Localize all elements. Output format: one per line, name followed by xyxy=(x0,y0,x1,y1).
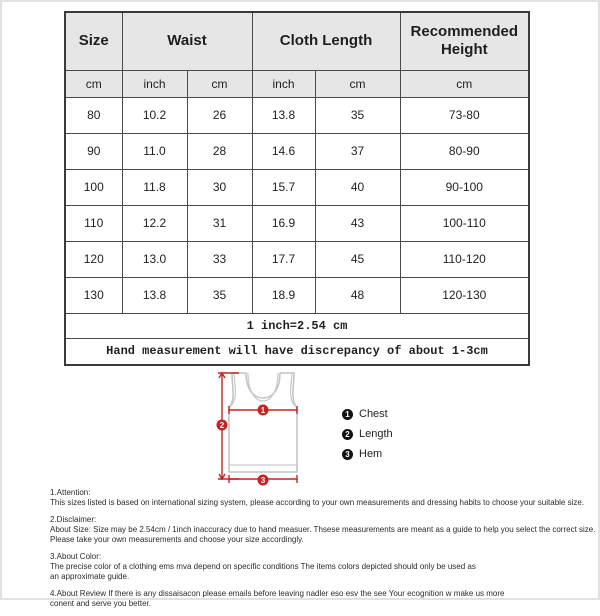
legend-number-1-icon: 1 xyxy=(342,409,353,420)
footnote-line: 2.Disclaimer: xyxy=(50,515,97,524)
height-cell: 100-110 xyxy=(400,205,529,241)
unit-waist-cm: cm xyxy=(187,70,252,97)
table-row xyxy=(65,97,529,133)
footnote-line: About Size: Size may be 2.54cm / 1inch inaccuracy due to hand measuer. Thsese measurements are meant as a guide to help you select the correct size. xyxy=(50,525,596,534)
size-cell: 120 xyxy=(65,241,122,277)
length-marker-number: 2 xyxy=(219,421,225,430)
table-row xyxy=(65,169,529,205)
size-cell: 130 xyxy=(65,277,122,313)
legend-item-hem xyxy=(342,444,393,464)
height-cell: 80-90 xyxy=(400,133,529,169)
unit-size-cm: cm xyxy=(65,70,122,97)
footnote-line: Please take your own measurements and choose your size accordingly. xyxy=(50,535,304,544)
legend-item-length xyxy=(342,424,393,444)
about-review-note xyxy=(50,589,590,609)
unit-height-cm: cm xyxy=(400,70,529,97)
cloth-cm-cell: 45 xyxy=(315,241,400,277)
cloth-cm-cell: 43 xyxy=(315,205,400,241)
hand-measurement-note: Hand measurement will have discrepancy of about 1-3cm xyxy=(65,338,529,365)
footnote-line: 4.About Review If there is any dissaisacon please emails before leaving nadler eso esv the see Your ecognition w make us more xyxy=(50,589,505,598)
waist-cm-cell: 26 xyxy=(187,97,252,133)
about-color-note xyxy=(50,552,590,582)
footnote-line: This sizes listed is based on international sizing system, please according to your own measurements and dressing habits to choose your suitable size. xyxy=(50,498,585,507)
legend-number-2-icon: 2 xyxy=(342,429,353,440)
table-row xyxy=(65,205,529,241)
waist-inch-cell: 11.0 xyxy=(122,133,187,169)
waist-cm-cell: 35 xyxy=(187,277,252,313)
hem-marker-number: 3 xyxy=(260,476,266,485)
size-table xyxy=(64,11,530,366)
cloth-inch-cell: 16.9 xyxy=(252,205,315,241)
legend-label-length: Length xyxy=(359,428,393,440)
waist-inch-cell: 10.2 xyxy=(122,97,187,133)
table-note-row xyxy=(65,338,529,365)
table-row xyxy=(65,133,529,169)
table-header-row xyxy=(65,12,529,70)
waist-cm-cell: 30 xyxy=(187,169,252,205)
col-header-size: Size xyxy=(65,12,122,70)
cloth-cm-cell: 48 xyxy=(315,277,400,313)
tank-top-diagram xyxy=(215,369,303,487)
cloth-cm-cell: 40 xyxy=(315,169,400,205)
cloth-inch-cell: 17.7 xyxy=(252,241,315,277)
waist-inch-cell: 12.2 xyxy=(122,205,187,241)
size-cell: 110 xyxy=(65,205,122,241)
cloth-inch-cell: 13.8 xyxy=(252,97,315,133)
legend-item-chest xyxy=(342,404,393,424)
waist-cm-cell: 28 xyxy=(187,133,252,169)
legend-label-chest: Chest xyxy=(359,408,388,420)
tank-top-outline xyxy=(229,373,297,472)
footnote-line: 1.Attention: xyxy=(50,488,91,497)
cloth-inch-cell: 15.7 xyxy=(252,169,315,205)
table-row xyxy=(65,277,529,313)
unit-cloth-inch: inch xyxy=(252,70,315,97)
footnote-line: an approximate guide. xyxy=(50,572,130,581)
cloth-inch-cell: 18.9 xyxy=(252,277,315,313)
inch-conversion-note: 1 inch=2.54 cm xyxy=(65,313,529,338)
size-cell: 100 xyxy=(65,169,122,205)
legend-number-3-icon: 3 xyxy=(342,449,353,460)
unit-waist-inch: inch xyxy=(122,70,187,97)
waist-cm-cell: 33 xyxy=(187,241,252,277)
unit-cloth-cm: cm xyxy=(315,70,400,97)
footnote-line: 3.About Color: xyxy=(50,552,102,561)
footnote-line: The precise color of a clothing ems mva depend on specific conditions The items colors depicted should only be used as xyxy=(50,562,476,571)
measurement-legend xyxy=(342,404,393,464)
height-cell: 120-130 xyxy=(400,277,529,313)
cloth-cm-cell: 35 xyxy=(315,97,400,133)
cloth-inch-cell: 14.6 xyxy=(252,133,315,169)
height-cell: 73-80 xyxy=(400,97,529,133)
height-cell: 90-100 xyxy=(400,169,529,205)
table-row xyxy=(65,241,529,277)
waist-inch-cell: 13.8 xyxy=(122,277,187,313)
size-cell: 80 xyxy=(65,97,122,133)
footnotes xyxy=(50,488,596,616)
disclaimer-note xyxy=(50,515,596,545)
waist-inch-cell: 13.0 xyxy=(122,241,187,277)
height-cell: 110-120 xyxy=(400,241,529,277)
chest-marker-number: 1 xyxy=(260,406,266,415)
footnote-line: conent and serve you better. xyxy=(50,599,151,608)
cloth-cm-cell: 37 xyxy=(315,133,400,169)
col-header-waist: Waist xyxy=(122,12,252,70)
col-header-recommended-height: Recommended Height xyxy=(400,12,529,70)
waist-inch-cell: 11.8 xyxy=(122,169,187,205)
attention-note xyxy=(50,488,590,508)
legend-label-hem: Hem xyxy=(359,448,383,460)
size-cell: 90 xyxy=(65,133,122,169)
table-note-row xyxy=(65,313,529,338)
waist-cm-cell: 31 xyxy=(187,205,252,241)
col-header-cloth-length: Cloth Length xyxy=(252,12,400,70)
table-unit-row xyxy=(65,70,529,97)
